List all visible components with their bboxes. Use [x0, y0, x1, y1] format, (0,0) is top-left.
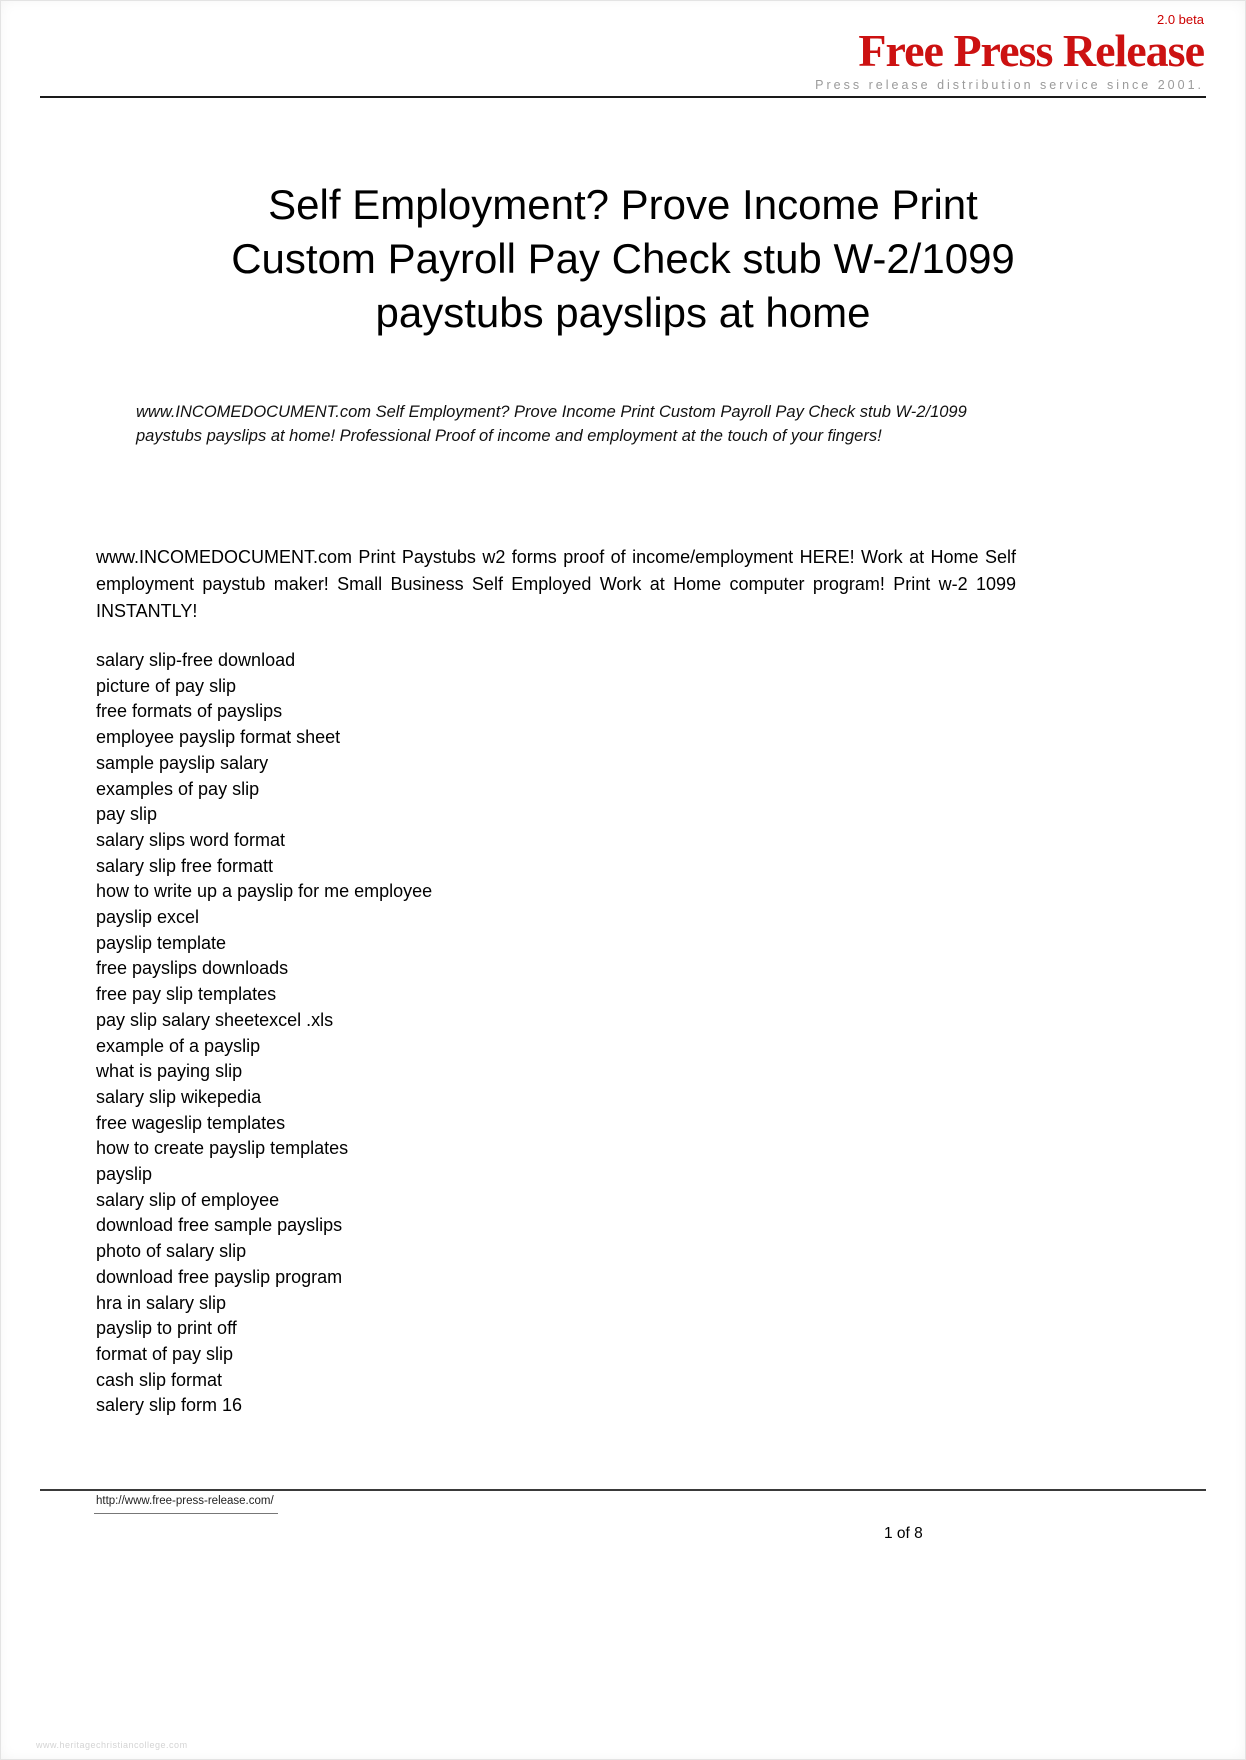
header-divider [40, 96, 1206, 98]
keyword-line: payslip template [96, 932, 227, 953]
page-header [815, 12, 1204, 92]
keyword-line: payslip excel [96, 907, 200, 928]
keyword-line: format of pay slip [96, 1343, 234, 1364]
version-label: 2.0 beta [1157, 12, 1204, 27]
keyword-line: salary slip of employee [96, 1189, 280, 1210]
footer-url-link[interactable]: http://www.free-press-release.com/ [96, 1495, 274, 1507]
article-body: www.INCOMEDOCUMENT.com Print Paystubs w2 forms proof of income/employment HERE! Work at Home Self employment paystub maker! Small Business Self Employed Work at Home computer program! Print w-2 1099 INSTANTLY! [96, 547, 1016, 621]
article-title-line: Custom Payroll Pay Check stub W-2/1099 [231, 235, 1015, 282]
keyword-line: free payslips downloads [96, 958, 289, 979]
brand-tagline: Press release distribution service since 2001. [815, 78, 1204, 92]
keyword-line: employee payslip format sheet [96, 727, 341, 748]
footer-divider [40, 1489, 1206, 1491]
keyword-line: example of a payslip [96, 1035, 261, 1056]
keyword-line: sample payslip salary [96, 752, 269, 773]
keyword-line: salery slip form 16 [96, 1395, 243, 1416]
article-title-line: paystubs payslips at home [375, 289, 871, 336]
keyword-line: salary slips word format [96, 829, 286, 850]
page-number-indicator: 1 of 8 [884, 1525, 923, 1542]
keyword-line: download free payslip program [96, 1266, 343, 1287]
keyword-line: hra in salary slip [96, 1292, 227, 1313]
keyword-line: photo of salary slip [96, 1241, 247, 1262]
keyword-line: salary slip-free download [96, 650, 296, 670]
keyword-line: salary slip wikepedia [96, 1086, 262, 1107]
keyword-line: salary slip free formatt [96, 855, 274, 876]
keyword-line: download free sample payslips [96, 1215, 343, 1236]
article-title-line: Self Employment? Prove Income Print [268, 181, 978, 228]
keyword-line: cash slip format [96, 1369, 223, 1390]
keyword-line: payslip to print off [96, 1318, 237, 1339]
brand-logo: Free Press Release [858, 25, 1204, 76]
footer-url-underline [94, 1513, 278, 1514]
keyword-line: free pay slip templates [96, 984, 277, 1005]
watermark-text: www.heritagechristiancollege.com [36, 1740, 188, 1750]
keyword-line: examples of pay slip [96, 778, 260, 799]
keyword-line: free wageslip templates [96, 1112, 286, 1133]
keyword-line: how to create payslip templates [96, 1138, 349, 1159]
article-summary: www.INCOMEDOCUMENT.com Self Employment? Prove Income Print Custom Payroll Pay Check stub W-2/1099 paystubs payslips at home! Professional Proof of income and employment at the touch of your fingers! [136, 403, 967, 445]
keyword-line: free formats of payslips [96, 701, 283, 722]
keyword-list [96, 648, 432, 1419]
keyword-line: pay slip salary sheetexcel .xls [96, 1009, 334, 1030]
keyword-line: pay slip [96, 804, 158, 825]
keyword-line: picture of pay slip [96, 675, 237, 696]
article-title [60, 178, 1186, 340]
keyword-line: payslip [96, 1164, 153, 1185]
keyword-line: what is paying slip [96, 1061, 243, 1082]
keyword-line: how to write up a payslip for me employee [96, 881, 433, 902]
